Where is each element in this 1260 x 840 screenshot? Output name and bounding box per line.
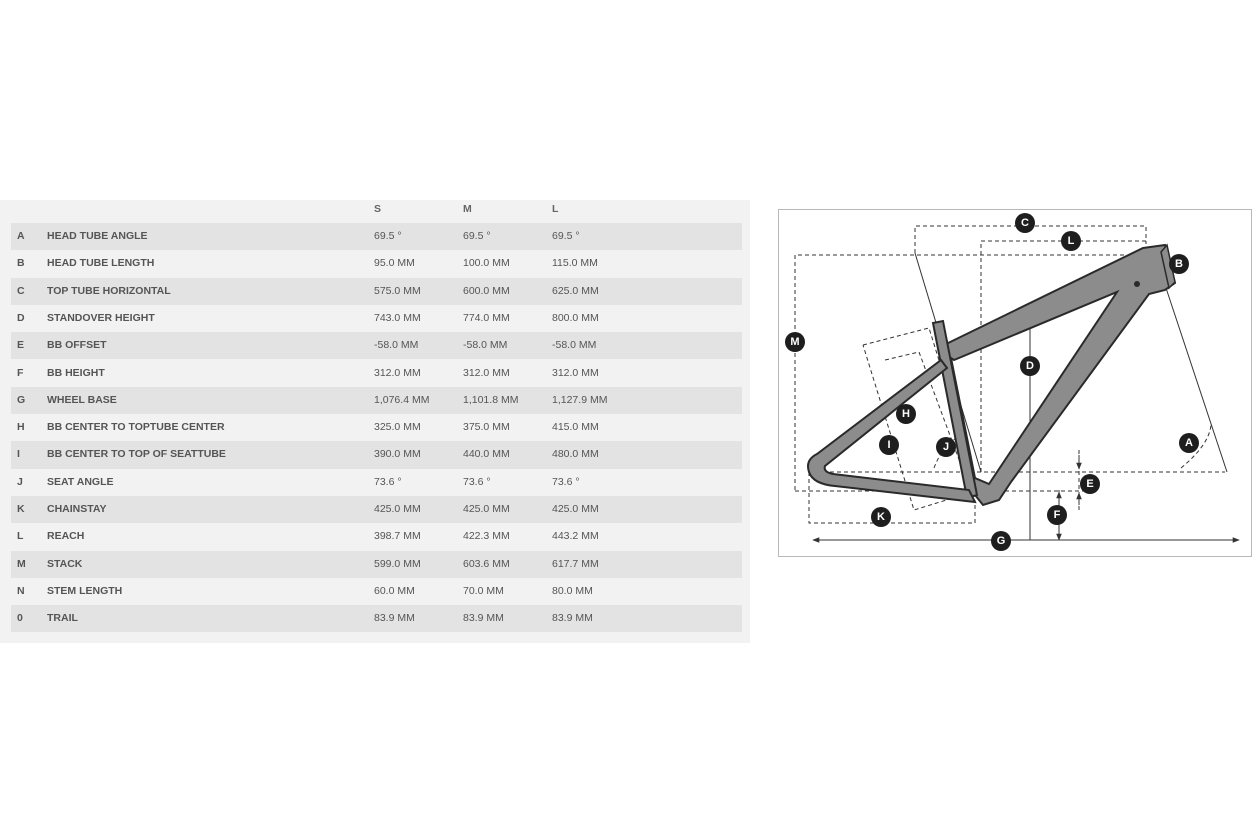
row-name: BB CENTER TO TOPTUBE CENTER xyxy=(47,421,225,434)
size-header-l: L xyxy=(552,203,559,215)
svg-text:E: E xyxy=(1086,478,1094,490)
bike-frame-diagram xyxy=(779,210,1253,558)
svg-text:F: F xyxy=(1053,509,1061,521)
svg-text:L: L xyxy=(1067,235,1075,247)
row-name: TRAIL xyxy=(47,612,78,625)
value-size-s: 398.7 MM xyxy=(374,530,421,543)
value-size-m: 312.0 MM xyxy=(463,366,510,379)
svg-text:K: K xyxy=(877,511,885,523)
svg-text:J: J xyxy=(942,441,950,453)
value-size-l: -58.0 MM xyxy=(552,339,597,352)
table-row xyxy=(11,278,742,305)
value-size-m: 69.5 ° xyxy=(463,230,491,242)
table-row xyxy=(11,360,742,387)
value-size-l: 80.0 MM xyxy=(552,584,593,597)
table-row xyxy=(11,551,742,578)
table-row xyxy=(11,305,742,332)
value-size-s: 743.0 MM xyxy=(374,311,421,324)
row-name: WHEEL BASE xyxy=(47,393,117,406)
value-size-m: -58.0 MM xyxy=(463,339,508,352)
row-name: BB HEIGHT xyxy=(47,366,105,379)
row-code: J xyxy=(17,475,23,488)
svg-text:I: I xyxy=(887,439,891,451)
table-row xyxy=(11,523,742,550)
row-code: L xyxy=(17,530,24,543)
value-size-m: 100.0 MM xyxy=(463,257,510,270)
table-row xyxy=(11,578,742,605)
row-name: SEAT ANGLE xyxy=(47,475,114,488)
main-triangle xyxy=(942,245,1175,505)
construction-lines xyxy=(813,253,1239,540)
value-size-s: 69.5 ° xyxy=(374,230,402,242)
value-size-m: 1,101.8 MM xyxy=(463,393,519,406)
row-code: E xyxy=(17,339,25,352)
value-size-s: 73.6 ° xyxy=(374,475,402,488)
value-size-l: 312.0 MM xyxy=(552,366,599,379)
cable-port-icon xyxy=(1134,281,1140,287)
value-size-m: 70.0 MM xyxy=(463,584,504,597)
value-size-m: 83.9 MM xyxy=(463,612,504,625)
table-row xyxy=(11,223,742,250)
label-badge-i xyxy=(879,435,899,455)
table-row xyxy=(11,387,742,414)
value-size-m: 774.0 MM xyxy=(463,311,510,324)
value-size-m: 600.0 MM xyxy=(463,284,510,297)
value-size-s: 325.0 MM xyxy=(374,421,421,434)
label-badge-k xyxy=(871,507,891,527)
value-size-s: -58.0 MM xyxy=(374,339,419,352)
value-size-l: 480.0 MM xyxy=(552,448,599,461)
value-size-l: 425.0 MM xyxy=(552,503,599,515)
value-size-l: 73.6 ° xyxy=(552,475,580,488)
svg-text:M: M xyxy=(790,336,800,348)
value-size-s: 1,076.4 MM xyxy=(374,393,430,406)
value-size-s: 312.0 MM xyxy=(374,366,421,379)
row-name: TOP TUBE HORIZONTAL xyxy=(47,284,171,297)
value-size-l: 625.0 MM xyxy=(552,284,599,297)
row-name: STACK xyxy=(47,557,83,570)
row-code: M xyxy=(17,557,26,570)
value-size-s: 425.0 MM xyxy=(374,503,421,515)
row-name: REACH xyxy=(47,530,85,543)
label-badge-j xyxy=(936,437,956,457)
value-size-l: 617.7 MM xyxy=(552,557,599,570)
label-badge-m xyxy=(785,332,805,352)
value-size-l: 415.0 MM xyxy=(552,421,599,434)
row-name: HEAD TUBE LENGTH xyxy=(47,257,155,270)
row-name: BB OFFSET xyxy=(47,339,107,352)
value-size-m: 440.0 MM xyxy=(463,448,510,461)
row-code: I xyxy=(17,448,20,461)
table-row xyxy=(11,496,742,523)
table-row xyxy=(11,332,742,359)
svg-text:A: A xyxy=(1185,437,1193,449)
value-size-l: 443.2 MM xyxy=(552,530,599,543)
label-badge-f xyxy=(1047,505,1067,525)
row-name: CHAINSTAY xyxy=(47,503,107,515)
row-code: H xyxy=(17,421,25,434)
value-size-m: 422.3 MM xyxy=(463,530,510,543)
svg-text:B: B xyxy=(1175,258,1183,270)
value-size-l: 69.5 ° xyxy=(552,230,580,242)
label-badge-b xyxy=(1169,254,1189,274)
row-name: BB CENTER TO TOP OF SEATTUBE xyxy=(47,448,226,461)
table-row xyxy=(11,469,742,496)
geometry-table xyxy=(0,200,750,643)
table-row xyxy=(11,441,742,468)
svg-text:G: G xyxy=(996,535,1006,547)
value-size-m: 603.6 MM xyxy=(463,557,510,570)
value-size-l: 800.0 MM xyxy=(552,311,599,324)
row-code: B xyxy=(17,257,25,270)
svg-text:D: D xyxy=(1026,360,1034,372)
label-badge-a xyxy=(1179,433,1199,453)
value-size-s: 60.0 MM xyxy=(374,584,415,597)
row-code: K xyxy=(17,503,25,515)
row-code: 0 xyxy=(17,612,23,625)
row-code: F xyxy=(17,366,24,379)
table-row xyxy=(11,414,742,441)
size-header-s: S xyxy=(374,203,382,215)
value-size-m: 375.0 MM xyxy=(463,421,510,434)
label-badge-d xyxy=(1020,356,1040,376)
size-header-m: M xyxy=(463,203,472,215)
row-code: G xyxy=(17,393,26,406)
row-code: N xyxy=(17,584,25,597)
value-size-m: 73.6 ° xyxy=(463,475,491,488)
label-badge-c xyxy=(1015,213,1035,233)
label-badge-g xyxy=(991,531,1011,551)
label-badge-l xyxy=(1061,231,1081,251)
value-size-s: 599.0 MM xyxy=(374,557,421,570)
geometry-diagram xyxy=(778,209,1252,557)
value-size-s: 83.9 MM xyxy=(374,612,415,625)
svg-text:C: C xyxy=(1021,217,1029,229)
value-size-l: 1,127.9 MM xyxy=(552,393,608,406)
bike-frame xyxy=(808,245,1175,505)
row-code: A xyxy=(17,230,25,242)
label-badge-e xyxy=(1080,474,1100,494)
value-size-m: 425.0 MM xyxy=(463,503,510,515)
svg-text:H: H xyxy=(902,408,910,420)
value-size-l: 115.0 MM xyxy=(552,257,598,270)
row-name: STANDOVER HEIGHT xyxy=(47,311,155,324)
row-name: HEAD TUBE ANGLE xyxy=(47,230,148,242)
row-code: C xyxy=(17,284,25,297)
table-row xyxy=(11,605,742,632)
label-badge-h xyxy=(896,404,916,424)
value-size-s: 575.0 MM xyxy=(374,284,421,297)
row-code: D xyxy=(17,311,25,324)
value-size-l: 83.9 MM xyxy=(552,612,593,625)
table-row xyxy=(11,250,742,277)
value-size-s: 390.0 MM xyxy=(374,448,421,461)
row-name: STEM LENGTH xyxy=(47,584,123,597)
value-size-s: 95.0 MM xyxy=(374,257,415,270)
